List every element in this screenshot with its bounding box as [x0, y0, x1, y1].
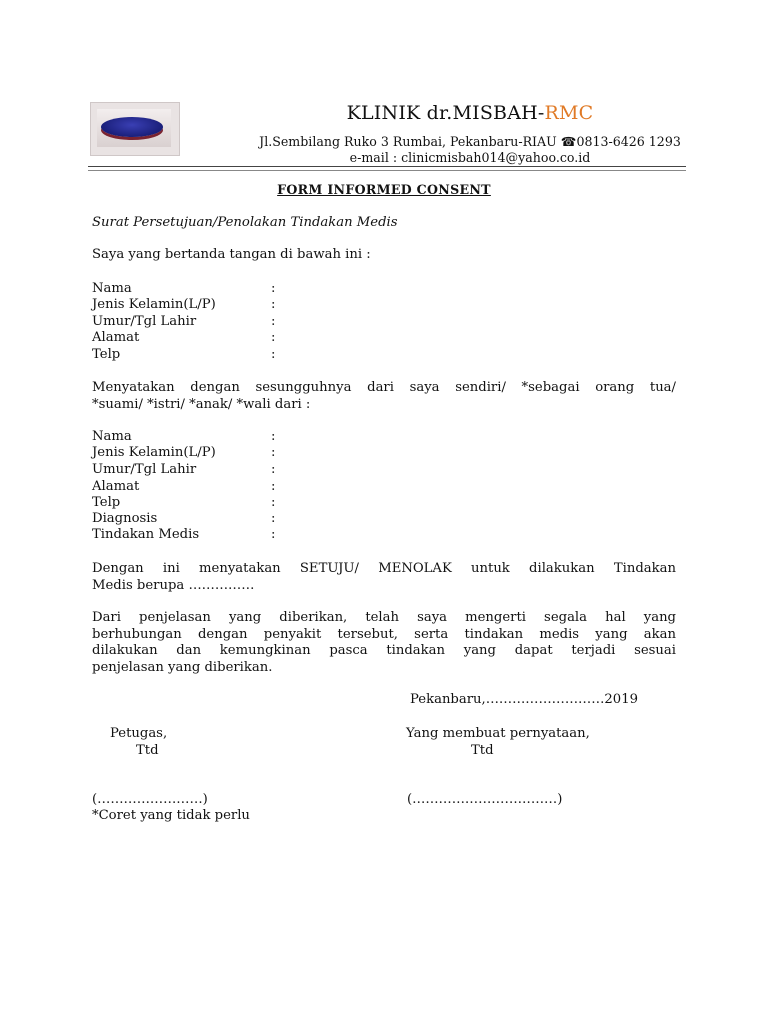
clinic-name — [180, 102, 760, 124]
declarant-name-blank: (……………………………) — [407, 792, 563, 807]
address-text: Jl.Sembilang Ruko 3 Rumbai, Pekanbaru-RIAU — [259, 134, 561, 149]
logo-disc-icon — [101, 117, 163, 137]
place-date: Pekanbaru,………………………2019 — [410, 692, 638, 707]
field-colon: : — [271, 297, 276, 312]
field-colon: : — [271, 445, 276, 460]
field-label-telp: Telp — [92, 347, 121, 362]
clinic-address — [180, 134, 760, 150]
clinic-name-main: KLINIK dr.MISBAH- — [346, 102, 545, 124]
field-colon: : — [271, 330, 276, 345]
phone-number: 0813-6426 1293 — [576, 134, 681, 149]
intro-text: Saya yang bertanda tangan di bawah ini : — [92, 247, 371, 262]
field-colon: : — [271, 429, 276, 444]
consent-line: Dengan ini menyatakan SETUJU/ MENOLAK untuk dilakukan Tindakan — [92, 561, 676, 576]
field-colon: : — [271, 479, 276, 494]
form-subtitle: Surat Persetujuan/Penolakan Tindakan Medis — [92, 215, 398, 230]
field-label-umur: Umur/Tgl Lahir — [92, 462, 197, 477]
field-colon: : — [271, 511, 276, 526]
header-rule-thick — [88, 166, 686, 167]
phone-icon: ☎ — [560, 134, 577, 149]
explanation-line: dilakukan dan kemungkinan pasca tindakan yang dapat terjadi sesuai — [92, 643, 676, 658]
field-label-jenis-kelamin: Jenis Kelamin(L/P) — [92, 297, 216, 312]
field-label-jenis-kelamin: Jenis Kelamin(L/P) — [92, 445, 216, 460]
statement-paragraph — [92, 380, 676, 413]
clinic-name-accent: RMC — [544, 102, 594, 124]
declarant-label: Yang membuat pernyataan, — [406, 726, 590, 741]
field-label-umur: Umur/Tgl Lahir — [92, 314, 197, 329]
consent-paragraph — [92, 561, 676, 594]
explanation-line: Dari penjelasan yang diberikan, telah saya mengerti segala hal yang — [92, 610, 676, 625]
field-label-alamat: Alamat — [92, 330, 140, 345]
form-title: FORM INFORMED CONSENT — [277, 182, 491, 197]
field-colon: : — [271, 281, 276, 296]
field-label-diagnosis: Diagnosis — [92, 511, 158, 526]
footnote: *Coret yang tidak perlu — [92, 808, 250, 823]
field-colon: : — [271, 527, 276, 542]
field-colon: : — [271, 495, 276, 510]
consent-line: Medis berupa …………… — [92, 577, 255, 593]
declarant-signature: Ttd — [471, 743, 494, 758]
field-label-nama: Nama — [92, 429, 132, 444]
field-label-telp: Telp — [92, 495, 121, 510]
officer-signature: Ttd — [136, 743, 159, 758]
officer-label: Petugas, — [110, 726, 168, 741]
field-label-alamat: Alamat — [92, 479, 140, 494]
field-colon: : — [271, 347, 276, 362]
statement-line: Menyatakan dengan sesungguhnya dari saya sendiri/ *sebagai orang tua/ — [92, 380, 676, 395]
explanation-line: berhubungan dengan penyakit tersebut, serta tindakan medis yang akan — [92, 626, 676, 642]
field-colon: : — [271, 314, 276, 329]
clinic-logo — [90, 102, 180, 156]
field-label-nama: Nama — [92, 281, 132, 296]
statement-line: *suami/ *istri/ *anak/ *wali dari : — [92, 396, 311, 412]
clinic-email: e-mail : clinicmisbah014@yahoo.co.id — [349, 150, 591, 165]
header-rule-thin — [88, 170, 686, 171]
field-label-tindakan-medis: Tindakan Medis — [92, 527, 200, 542]
officer-name-blank: (……………………) — [92, 792, 208, 807]
field-colon: : — [271, 462, 276, 477]
explanation-paragraph — [92, 610, 676, 676]
explanation-line: penjelasan yang diberikan. — [92, 659, 273, 675]
